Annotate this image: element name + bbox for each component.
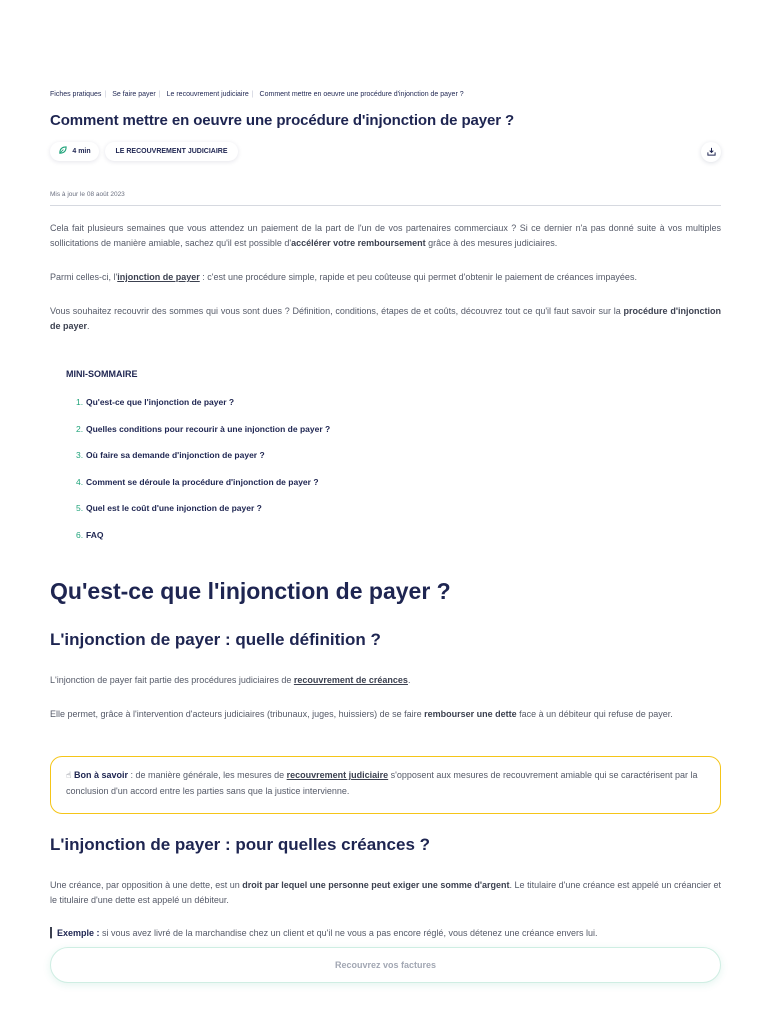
summary-item[interactable]: 5. Quel est le coût d'une injonction de payer ? [76, 503, 262, 514]
section-heading: Qu'est-ce que l'injonction de payer ? [50, 578, 451, 604]
summary-item[interactable]: 4. Comment se déroule la procédure d'injonction de payer ? [76, 476, 319, 487]
intro-paragraph-3: Vous souhaitez recouvrir des sommes qui vous sont dues ? Définition, conditions, étapes de et coûts, découvrez tout ce qu'il faut savoir sur la procédure d'injonction de payer. [50, 306, 721, 331]
category-badge[interactable]: LE RECOUVREMENT JUDICIAIRE [105, 142, 238, 161]
injonction-link[interactable]: injonction de payer [117, 272, 200, 282]
breadcrumb [50, 91, 467, 98]
recouvrement-judiciaire-link[interactable]: recouvrement judiciaire [286, 770, 389, 780]
download-button[interactable] [701, 142, 721, 162]
updated-date: Mis à jour le 08 août 2023 [50, 191, 125, 198]
read-time-badge [50, 142, 99, 161]
breadcrumb-separator: | [251, 91, 254, 98]
breadcrumb-item-current: Comment mettre en oeuvre une procédure d'injonction de payer ? [259, 91, 464, 98]
summary-item[interactable]: 2. Quelles conditions pour recourir à une injonction de payer ? [76, 423, 331, 434]
summary-item[interactable]: 3. Où faire sa demande d'injonction de payer ? [76, 450, 265, 461]
breadcrumb-separator: | [104, 91, 107, 98]
breadcrumb-item-recouvrement[interactable]: Le recouvrement judiciaire [166, 91, 249, 98]
subsection-heading-creances: L'injonction de payer : pour quelles créances ? [50, 835, 431, 854]
page-title: Comment mettre en oeuvre une procédure d'injonction de payer ? [50, 112, 515, 129]
breadcrumb-item-fiches[interactable]: Fiches pratiques [50, 91, 102, 98]
divider [50, 205, 721, 206]
cta-button[interactable]: Recouvrez vos factures [50, 947, 721, 983]
recouvrement-creances-link[interactable]: recouvrement de créances [293, 675, 408, 685]
meta-row [50, 142, 721, 162]
creance-paragraph: Une créance, par opposition à une dette, est un droit par lequel une personne peut exiger une somme d'argent. Le titulaire d'une créance est appelé un créancier et le titulaire d'une dette est appelé un débiteur. [50, 880, 721, 905]
intro-paragraph-1: Cela fait plusieurs semaines que vous attendez un paiement de la part de l'un de vos partenaires commerciaux ? Si ce dernier n'a pas donné suite à vos multiples sollicitations de manière amiable, sachez qu'il est possible d'accélérer votre remboursement grâce à des mesures judiciaires. [50, 223, 721, 248]
download-icon [707, 143, 716, 161]
summary-item[interactable]: 6. FAQ [76, 529, 104, 540]
summary-list [76, 397, 330, 557]
breadcrumb-separator: | [158, 91, 161, 98]
example-quote: Exemple : si vous avez livré de la marchandise chez un client et qu'il ne vous a pas encore réglé, vous détenez une créance envers lui. [50, 927, 721, 939]
definition-paragraph-1: L'injonction de payer fait partie des procédures judiciaires de recouvrement de créances. [50, 675, 411, 685]
pointing-hand-icon: ☝ [66, 770, 72, 780]
breadcrumb-item-se-faire-payer[interactable]: Se faire payer [112, 91, 156, 98]
summary-title: MINI-SOMMAIRE [66, 369, 138, 379]
info-callout: ☝ Bon à savoir : de manière générale, les mesures de recouvrement judiciaire s'opposent aux mesures de recouvrement amiable qui se caractérisent par la conclusion d'un accord entre les parties sans que la justice intervienne. [50, 756, 721, 814]
definition-paragraph-2: Elle permet, grâce à l'intervention d'acteurs judiciaires (tribunaux, juges, huissiers) de se faire rembourser une dette face à un débiteur qui refuse de payer. [50, 709, 673, 719]
read-time-label: 4 min [72, 148, 91, 155]
subsection-heading-definition: L'injonction de payer : quelle définition ? [50, 630, 381, 649]
intro-paragraph-2: Parmi celles-ci, l'injonction de payer : c'est une procédure simple, rapide et peu coûteuse qui permet d'obtenir le paiement de créances impayées. [50, 272, 637, 282]
summary-item[interactable]: 1. Qu'est-ce que l'injonction de payer ? [76, 397, 235, 407]
leaf-icon [58, 146, 67, 157]
